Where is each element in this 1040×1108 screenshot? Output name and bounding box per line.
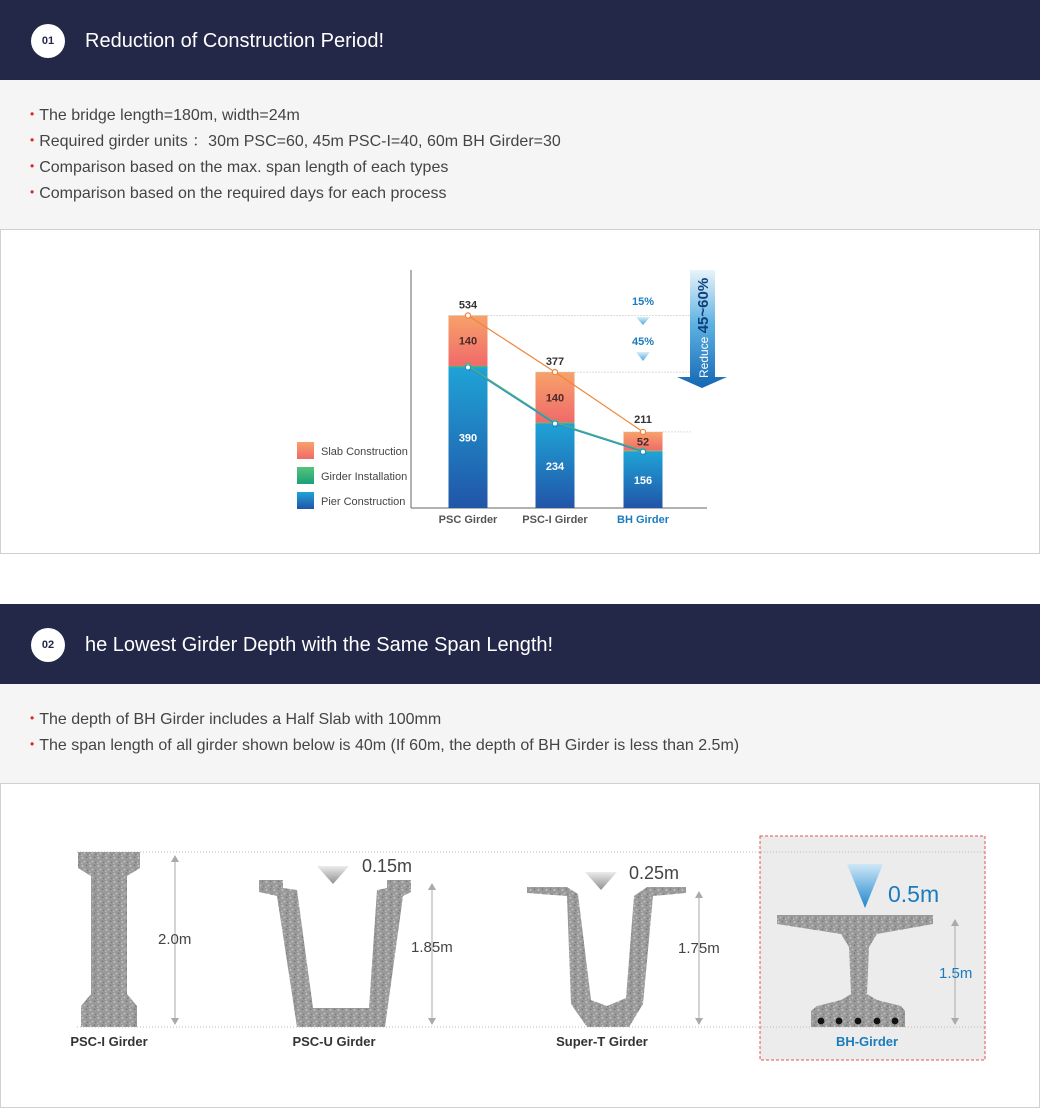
trend-point: [640, 429, 645, 434]
section-number-badge: 01: [31, 24, 65, 58]
x-tick-label: BH Girder: [617, 514, 669, 526]
trend-point: [465, 365, 470, 370]
down-triangle-icon: [636, 352, 650, 361]
section-1-notes: [0, 80, 1040, 230]
legend-swatch: [297, 442, 314, 459]
depth-label: 2.0m: [158, 931, 192, 948]
section-1-header: [0, 0, 1040, 80]
note-item: • Comparison based on the max. span length of each types: [30, 159, 449, 176]
section-2-header: [0, 604, 1040, 684]
dimension-arrow-icon: [428, 1018, 436, 1025]
reduction-label: 0.15m: [362, 856, 413, 876]
psc-u-girder-section: [259, 880, 411, 1027]
trend-point: [552, 369, 557, 374]
legend-swatch: [297, 467, 314, 484]
note-item: • The span length of all girder shown below is 40m (If 60m, the depth of BH Girder is less than 2.5m): [30, 737, 740, 754]
trend-point: [640, 449, 645, 454]
bar-total-label: 377: [545, 356, 565, 369]
depth-label: 1.75m: [678, 940, 720, 957]
section-number-badge: 02: [31, 628, 65, 662]
note-item: • Required girder units ：30m PSC=60, 45m PSC-I=40, 60m BH Girder=30: [30, 133, 561, 150]
x-tick-label: PSC-I Girder: [522, 514, 588, 526]
bar-value-label: 390: [458, 432, 478, 445]
girder-depth-diagram: [1, 784, 1039, 1107]
chart-panel: [0, 229, 1040, 554]
percent-annotation: 15%: [631, 296, 655, 308]
note-item: • Comparison based on the required days for each process: [30, 185, 447, 202]
section-title: Reduction of Construction Period!: [85, 30, 385, 52]
reduction-label: 0.5m: [888, 881, 940, 907]
legend-label: Slab Construction: [321, 446, 408, 458]
bar-value-label: 156: [633, 474, 653, 487]
legend-swatch: [297, 492, 314, 509]
girder-name: Super-T Girder: [556, 1034, 648, 1049]
legend-label: Pier Construction: [321, 496, 406, 508]
depth-label: 1.5m: [939, 965, 973, 982]
psc-i-girder-section: [78, 852, 140, 1027]
bar-value-label: 52: [636, 436, 650, 449]
construction-period-chart: [1, 230, 1039, 553]
dimension-arrow-icon: [171, 1018, 179, 1025]
girder-name: PSC-I Girder: [70, 1034, 148, 1049]
bar-value-label: 140: [458, 335, 478, 348]
dimension-arrow-icon: [695, 891, 703, 898]
reduce-label: Reduce 45~60%: [695, 277, 712, 378]
note-item: • The bridge length=180m, width=24m: [30, 107, 300, 124]
down-triangle-icon: [636, 317, 650, 325]
reduction-label: 0.25m: [629, 863, 680, 883]
note-item: • The depth of BH Girder includes a Half Slab with 100mm: [30, 711, 442, 728]
section-title: he Lowest Girder Depth with the Same Span Length!: [85, 634, 554, 656]
bar-value-label: 234: [545, 460, 565, 473]
dimension-arrow-icon: [695, 1018, 703, 1025]
section-2-notes: [0, 684, 1040, 784]
bar-value-label: 140: [545, 392, 565, 405]
bar-total-label: 534: [458, 299, 478, 312]
trend-point: [465, 313, 470, 318]
dimension-arrow-icon: [428, 883, 436, 890]
bar-total-label: 211: [634, 413, 652, 426]
girder-comparison-panel: [0, 783, 1040, 1108]
legend-label: Girder Installation: [321, 471, 408, 483]
percent-annotation: 45%: [631, 336, 655, 348]
trend-point: [552, 421, 557, 426]
x-tick-label: PSC Girder: [438, 514, 498, 526]
girder-name: PSC-U Girder: [292, 1034, 376, 1049]
girder-name: BH-Girder: [835, 1034, 899, 1049]
reduction-arrow-icon: [585, 872, 617, 890]
depth-label: 1.85m: [411, 939, 453, 956]
reduction-arrow-icon: [317, 866, 349, 884]
dimension-arrow-icon: [171, 855, 179, 862]
super-t-girder-section: [527, 887, 686, 1027]
